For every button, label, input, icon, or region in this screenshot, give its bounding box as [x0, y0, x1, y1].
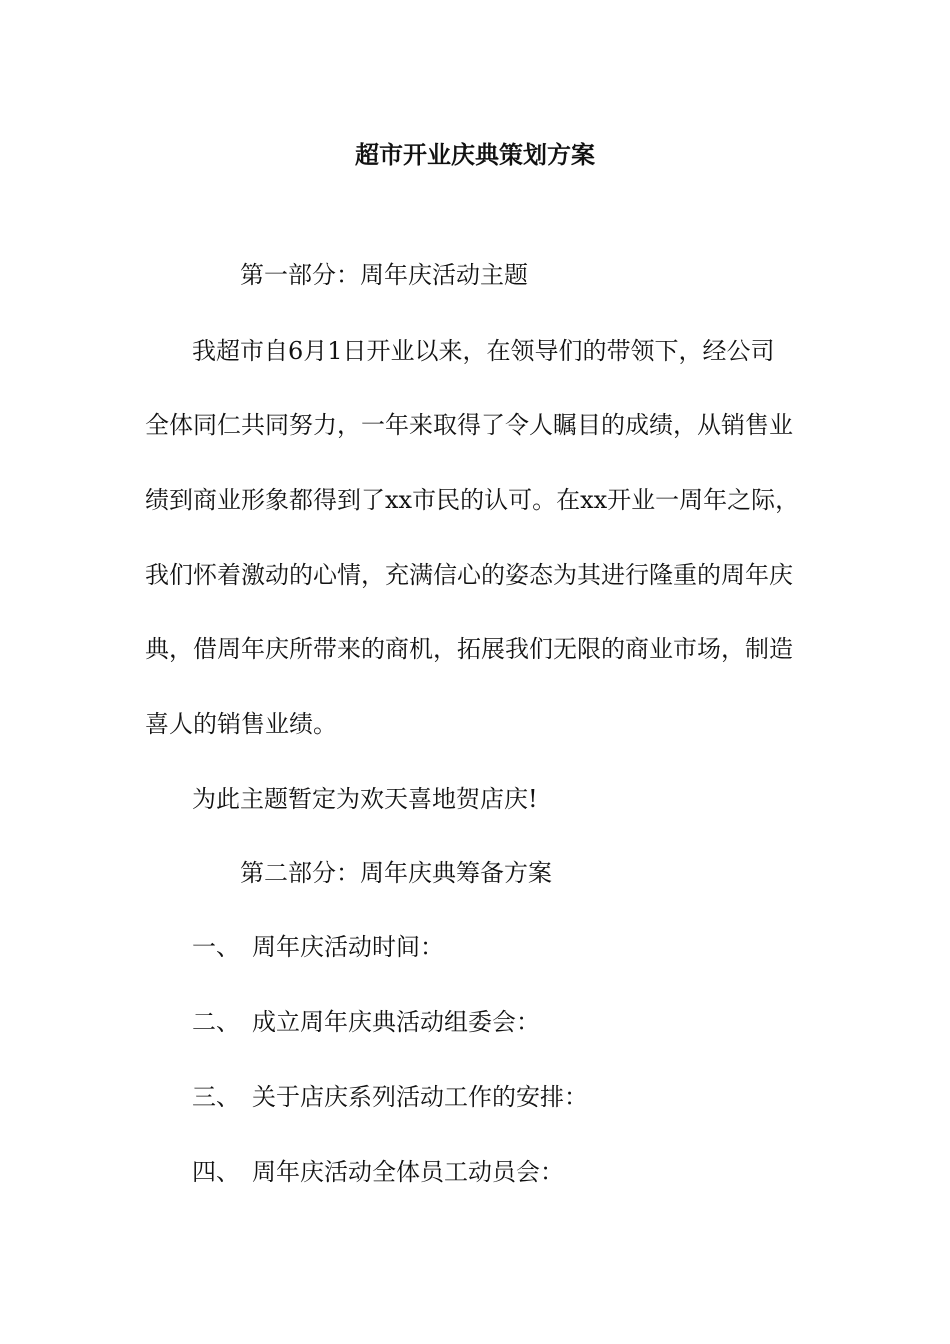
list-item: [192, 1081, 588, 1113]
section-2-heading: 第二部分：周年庆典筹备方案: [240, 859, 552, 887]
document-title: 超市开业庆典策划方案: [355, 140, 595, 169]
list-item-number: 二、: [192, 1008, 240, 1036]
paragraph-line: 喜人的销售业绩。: [145, 710, 337, 738]
list-item: [192, 931, 444, 963]
paragraph-line: 典，借周年庆所带来的商机，拓展我们无限的商业市场，制造: [145, 635, 793, 663]
paragraph-line: 我超市自6月1日开业以来，在领导们的带领下，经公司: [192, 337, 775, 365]
list-item-number: 三、: [192, 1083, 240, 1111]
list-item: [192, 1156, 564, 1188]
list-item-text: 周年庆活动时间：: [252, 933, 444, 961]
list-item-number: 一、: [192, 933, 240, 961]
list-item-text: 关于店庆系列活动工作的安排：: [252, 1083, 588, 1111]
theme-line: 为此主题暂定为欢天喜地贺店庆!: [192, 785, 538, 813]
paragraph-line: 全体同仁共同努力，一年来取得了令人瞩目的成绩，从销售业: [145, 411, 793, 439]
section-1-heading: 第一部分：周年庆活动主题: [240, 261, 528, 289]
paragraph-line: 绩到商业形象都得到了xx市民的认可。在xx开业一周年之际，: [145, 486, 800, 514]
list-item: [192, 1006, 540, 1038]
list-item-text: 周年庆活动全体员工动员会：: [252, 1158, 564, 1186]
paragraph-line: 我们怀着激动的心情，充满信心的姿态为其进行隆重的周年庆: [145, 561, 793, 589]
list-item-text: 成立周年庆典活动组委会：: [252, 1008, 540, 1036]
list-item-number: 四、: [192, 1158, 240, 1186]
